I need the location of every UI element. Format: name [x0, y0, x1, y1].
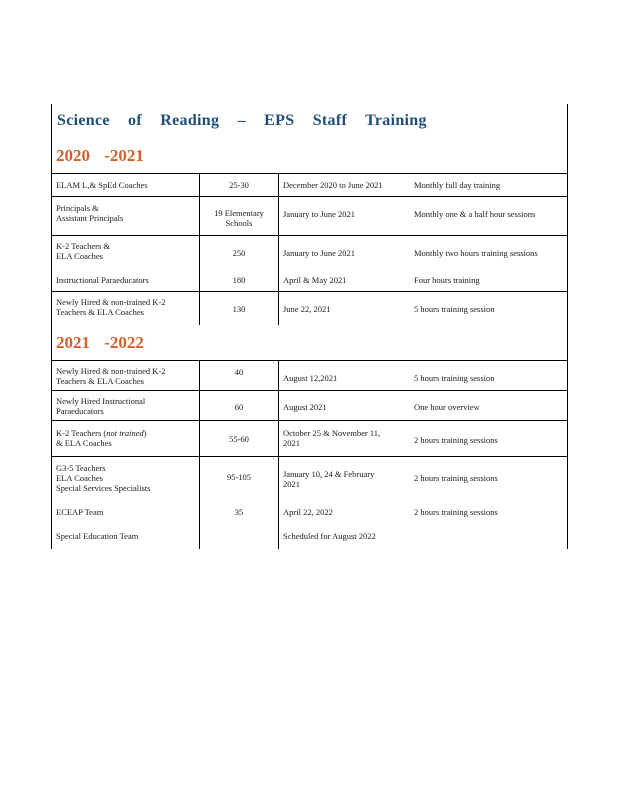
row-format: 2 hours training sessions — [414, 435, 498, 445]
row-group — [56, 428, 196, 448]
row-dates: January to June 2021 — [283, 248, 356, 258]
row-dates: January to June 2021 — [283, 209, 356, 219]
year-heading-2020-2021: 2020 -2021 — [56, 146, 144, 165]
document-title: Science of Reading – EPS Staff Training — [57, 112, 427, 129]
column-separator — [278, 360, 279, 549]
row-dates: January 10, 24 & February 2021 — [283, 469, 375, 489]
row-format: 2 hours training sessions — [414, 473, 498, 483]
row-group: Newly Hired & non-trained K-2 Teachers & ELA Coaches — [56, 297, 166, 317]
row-count: 180 — [232, 275, 246, 285]
row-count: 25-30 — [229, 180, 249, 190]
divider — [51, 360, 567, 361]
row-group: ECEAP Team — [56, 507, 104, 517]
row-count: 95-105 — [226, 472, 252, 482]
divider — [51, 456, 567, 457]
row-count: 130 — [232, 304, 246, 314]
row-format: Monthly two hours training sessions — [414, 248, 538, 258]
row-format: Monthly one & a half hour sessions — [414, 209, 536, 219]
row-group-text: K-2 Teachers ( — [56, 428, 107, 438]
row-format: Four hours training — [414, 275, 480, 285]
row-group: Principals & Assistant Principals — [56, 203, 124, 223]
row-group-italic: not trained — [106, 428, 144, 438]
row-count: 55-60 — [229, 434, 249, 444]
row-dates: June 22, 2021 — [283, 304, 331, 314]
row-group: Newly Hired Instructional Paraeducators — [56, 396, 146, 416]
row-group: ELAM L,& SpEd Coaches — [56, 180, 148, 190]
row-group: K-2 Teachers & ELA Coaches — [56, 241, 111, 261]
row-dates: August 12,2021 — [283, 373, 338, 383]
row-dates: October 25 & November 11, 2021 — [283, 428, 381, 448]
left-border — [51, 104, 52, 549]
divider — [51, 390, 567, 391]
divider — [51, 235, 567, 236]
row-dates: August 2021 — [283, 402, 327, 412]
row-format: 5 hours training session — [414, 373, 495, 383]
row-group: Instructional Paraeducators — [56, 275, 149, 285]
row-group: Special Education Team — [56, 531, 139, 541]
year-heading-2021-2022: 2021 -2022 — [56, 333, 144, 352]
divider — [51, 420, 567, 421]
row-dates: Scheduled for August 2022 — [283, 531, 376, 541]
row-count: 250 — [232, 248, 246, 258]
row-dates: April 22, 2022 — [283, 507, 333, 517]
row-count: 19 Elementary Schools — [214, 208, 264, 228]
row-group-text: ) & ELA Coaches — [56, 428, 147, 448]
row-count: 40 — [234, 367, 244, 377]
row-format: One hour overview — [414, 402, 480, 412]
row-format: 2 hours training sessions — [414, 507, 498, 517]
row-count: 60 — [234, 402, 244, 412]
divider — [51, 291, 567, 292]
row-dates: December 2020 to June 2021 — [283, 180, 383, 190]
row-group: G3-5 Teachers ELA Coaches Special Services Specialists — [56, 463, 151, 493]
row-format: Monthly full day training — [414, 180, 501, 190]
row-group: Newly Hired & non-trained K-2 Teachers & ELA Coaches — [56, 366, 166, 386]
row-dates: April & May 2021 — [283, 275, 347, 285]
divider — [51, 173, 567, 174]
row-count: 35 — [234, 507, 244, 517]
column-separator — [199, 360, 200, 549]
divider — [51, 196, 567, 197]
right-border — [567, 104, 568, 549]
training-table — [51, 104, 567, 549]
row-format: 5 hours training session — [414, 304, 495, 314]
